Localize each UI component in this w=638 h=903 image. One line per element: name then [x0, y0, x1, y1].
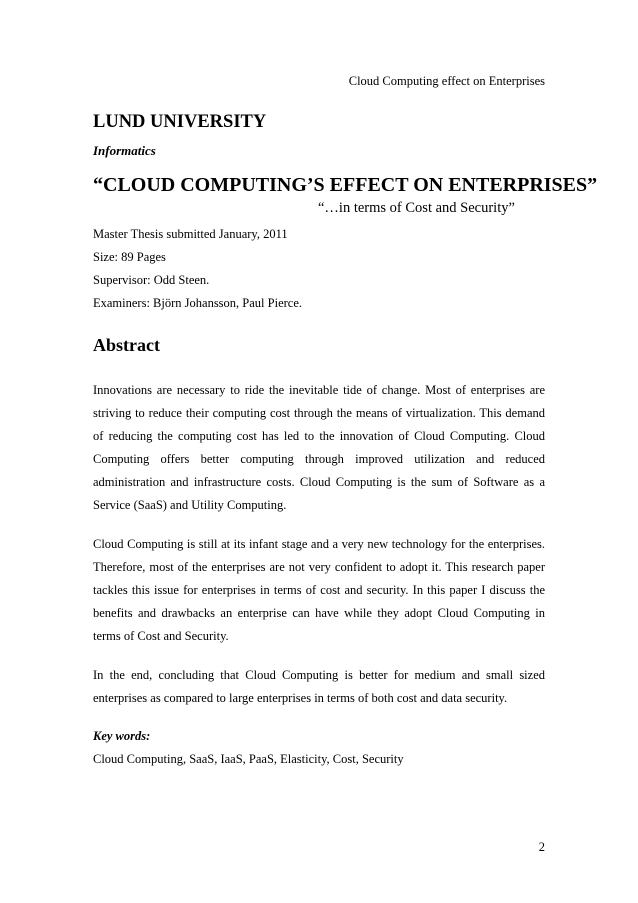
department-name: Informatics	[93, 143, 156, 158]
thesis-title: “CLOUD COMPUTING’S EFFECT ON ENTERPRISES”	[93, 174, 598, 196]
thesis-subtitle: “…in terms of Cost and Security”	[318, 200, 515, 216]
keywords-label: Key words:	[93, 729, 151, 743]
abstract-paragraph-1: Innovations are necessary to ride the inevitable tide of change. Most of enterprises are striving to reduce their computing cost through the means of virtualization. This demand of reducing the computing cost has led to the innovation of Cloud Computing. Cloud Computing offers better computing through improved utilization and reduced administration and infrastructure costs. Cloud Computing is the sum of Software as a Service (SaaS) and Utility Computing.	[93, 383, 545, 512]
page-count-info: Size: 89 Pages	[93, 250, 166, 264]
university-name: LUND UNIVERSITY	[93, 112, 267, 132]
abstract-heading: Abstract	[93, 335, 160, 355]
examiners-info: Examiners: Björn Johansson, Paul Pierce.	[93, 296, 302, 310]
abstract-paragraph-2: Cloud Computing is still at its infant stage and a very new technology for the enterprises. Therefore, most of the enterprises are not very confident to adopt it. This research paper tackles this issue for enterprises in terms of cost and security. In this paper I discuss the benefits and drawbacks an enterprise can have while they adopt Cloud Computing in terms of Cost and Security.	[93, 537, 545, 643]
abstract-paragraph-3: In the end, concluding that Cloud Computing is better for medium and small sized enterprises as compared to large enterprises in terms of both cost and data security.	[93, 668, 545, 705]
keywords-list: Cloud Computing, SaaS, IaaS, PaaS, Elasticity, Cost, Security	[93, 752, 404, 766]
supervisor-info: Supervisor: Odd Steen.	[93, 273, 210, 287]
running-header: Cloud Computing effect on Enterprises	[348, 74, 545, 88]
page-number: 2	[538, 840, 545, 854]
submission-info: Master Thesis submitted January, 2011	[93, 227, 288, 241]
